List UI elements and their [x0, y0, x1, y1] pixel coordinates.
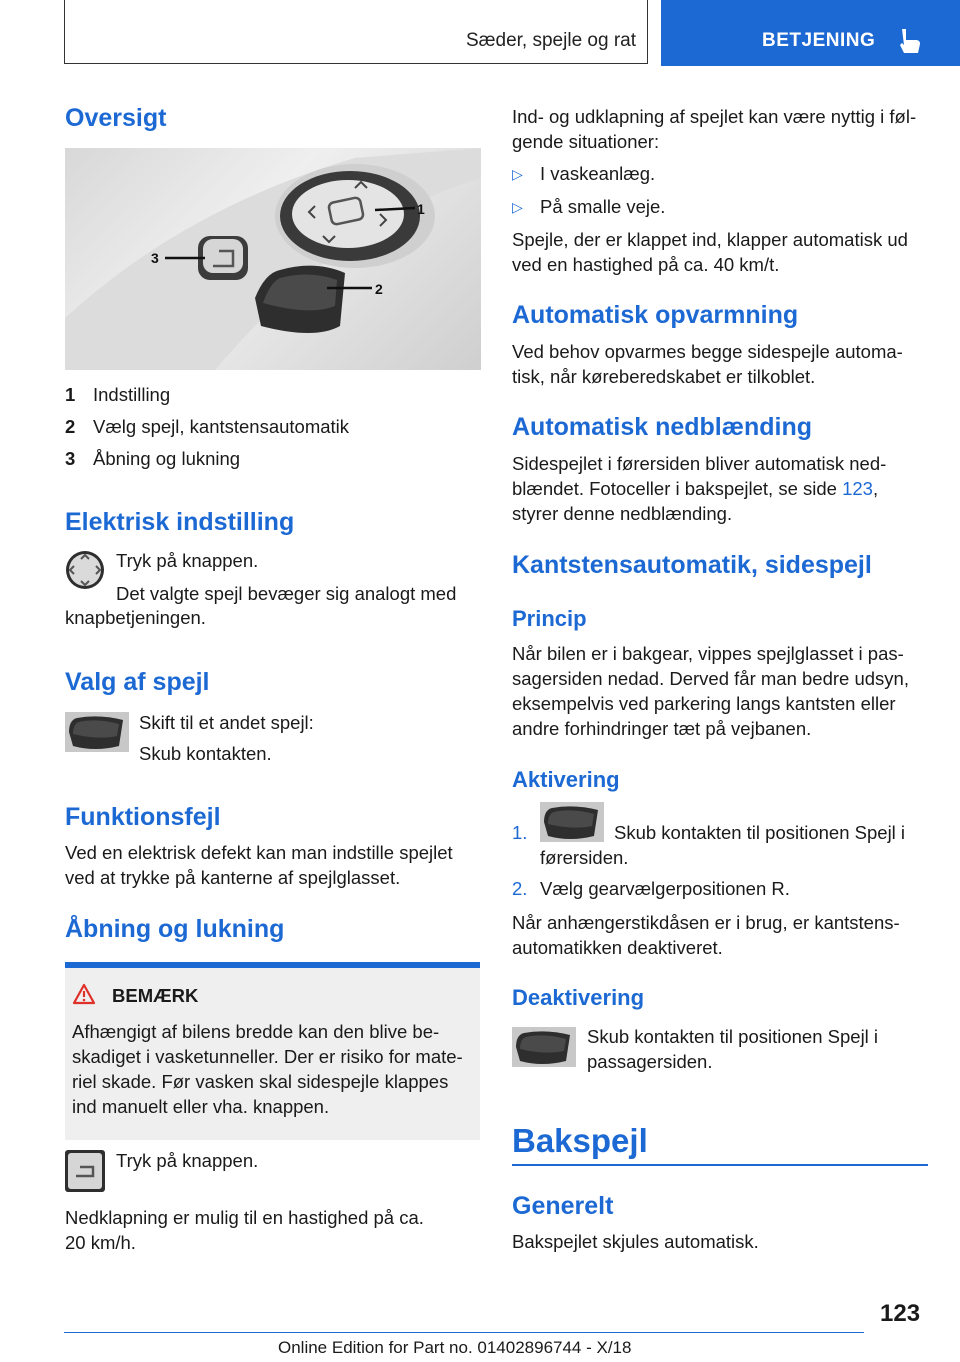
elektrisk-text: Det valgte spejl bevæger sig analogt med	[116, 583, 457, 604]
aktivering-note: Når anhængerstikdåsen er i brug, er kantstens-	[512, 912, 900, 933]
heading-automatisk-nedblaending: Automatisk nedblænding	[512, 413, 812, 441]
step-number: 1.	[512, 822, 528, 843]
step-text: førersiden.	[540, 847, 629, 868]
step-text: Skub kontakten til positionen Spejl i	[614, 822, 906, 843]
footer-edition: Online Edition for Part no. 01402896744 - X/18	[278, 1338, 632, 1357]
intro-text: gende situationer:	[512, 131, 660, 152]
page-number: 123	[880, 1300, 921, 1327]
svg-text:1: 1	[417, 201, 425, 217]
fold-text: Tryk på knappen.	[116, 1150, 259, 1171]
mirror-adjust-button-icon	[65, 550, 105, 590]
warning-label: BEMÆRK	[112, 985, 199, 1006]
callout-number: 2	[65, 416, 76, 437]
intro-text: Ind- og udklapning af spejlet kan være nyttig i føl-	[512, 106, 917, 127]
warning-text: riel skade. Før vasken skal sidespejle klappes	[72, 1071, 449, 1092]
heading-funktionsfejl: Funktionsfejl	[65, 803, 221, 831]
bullet-item: I vaskeanlæg.	[540, 163, 656, 184]
princip-text: andre forhindringer tæt på vejbanen.	[512, 718, 812, 739]
heading-kantstensautomatik: Kantstensautomatik, sidespejl	[512, 551, 872, 579]
fold-mirror-button-icon	[65, 1150, 105, 1192]
svg-text:2: 2	[375, 281, 383, 297]
callout-number: 1	[65, 384, 76, 405]
page-reference-link[interactable]: 123	[842, 478, 873, 499]
mirror-control-photo	[65, 148, 481, 370]
header-chapter-label: BETJENING	[762, 30, 876, 51]
step-number: 2.	[512, 878, 528, 899]
svg-text:3: 3	[151, 250, 159, 266]
heading-deaktivering: Deaktivering	[512, 985, 645, 1010]
princip-text: sagersiden nedad. Derved får man bedre udsyn,	[512, 668, 909, 689]
heading-princip: Princip	[512, 606, 587, 631]
fold-speed-text: 20 km/h.	[65, 1232, 136, 1253]
princip-text: eksempelvis ved parkering langs kantsten eller	[512, 693, 896, 714]
mirror-selector-switch-icon	[512, 1027, 576, 1067]
deaktivering-text: Skub kontakten til positionen Spejl i	[587, 1026, 879, 1047]
aktivering-note: automatikken deaktiveret.	[512, 937, 723, 958]
nedblaending-text: styrer denne nedblænding.	[512, 503, 733, 524]
heading-generelt: Generelt	[512, 1192, 614, 1220]
heading-oversigt: Oversigt	[65, 104, 167, 132]
elektrisk-text: Tryk på knappen.	[116, 550, 259, 571]
warning-text: Afhængigt af bilens bredde kan den blive be-	[72, 1021, 440, 1042]
auto-unfold-text: ved en hastighed på ca. 40 km/t.	[512, 254, 780, 275]
bullet-triangle-icon: ▷	[512, 166, 523, 182]
section-rule	[512, 1164, 928, 1166]
funktionsfejl-text: Ved en elektrisk defekt kan man indstille spejlet	[65, 842, 453, 863]
nedblaending-text: blændet. Fotoceller i bakspejlet, se side 123,	[512, 478, 879, 499]
elektrisk-text: knapbetjeningen.	[65, 607, 206, 628]
callout-label: Åbning og lukning	[93, 448, 241, 469]
warning-triangle-icon	[72, 983, 96, 1005]
opvarmning-text: Ved behov opvarmes begge sidespejle automa-	[512, 341, 903, 362]
valg-text: Skub kontakten.	[139, 743, 272, 764]
mirror-selector-switch-icon	[540, 802, 604, 842]
opvarmning-text: tisk, når køreberedskabet er tilkoblet.	[512, 366, 816, 387]
header-section-title: Sæder, spejle og rat	[465, 30, 636, 51]
step-text: Vælg gearvælgerpositionen R.	[540, 878, 790, 899]
warning-text: skadiget i vasketunneller. Der er risiko for mate-	[72, 1046, 463, 1067]
heading-abning-og-lukning: Åbning og lukning	[65, 915, 285, 943]
warning-text: ind manuelt eller vha. knappen.	[72, 1096, 330, 1117]
footer-rule	[64, 1332, 864, 1333]
heading-valg-af-spejl: Valg af spejl	[65, 668, 210, 696]
mirror-selector-switch-icon	[65, 712, 129, 752]
heading-automatisk-opvarmning: Automatisk opvarmning	[512, 301, 799, 329]
heading-aktivering: Aktivering	[512, 767, 620, 792]
generelt-text: Bakspejlet skjules automatisk.	[512, 1231, 759, 1252]
auto-unfold-text: Spejle, der er klappet ind, klapper automatisk ud	[512, 229, 908, 250]
princip-text: Når bilen er i bakgear, vippes spejlglasset i pas-	[512, 643, 904, 664]
callout-label: Vælg spejl, kantstensautomatik	[93, 416, 350, 437]
nedblaending-text: Sidespejlet i førersiden bliver automatisk ned-	[512, 453, 887, 474]
callout-label: Indstilling	[93, 384, 171, 405]
bullet-item: På smalle veje.	[540, 196, 666, 217]
heading-elektrisk-indstilling: Elektrisk indstilling	[65, 508, 295, 536]
fold-speed-text: Nedklapning er mulig til en hastighed på ca.	[65, 1207, 424, 1228]
funktionsfejl-text: ved at trykke på kanterne af spejlglasset.	[65, 867, 401, 888]
callout-number: 3	[65, 448, 76, 469]
valg-text: Skift til et andet spejl:	[139, 712, 314, 733]
deaktivering-text: passagersiden.	[587, 1051, 713, 1072]
heading-bakspejl: Bakspejl	[512, 1122, 648, 1159]
bullet-triangle-icon: ▷	[512, 199, 523, 215]
hand-pointer-icon	[896, 27, 922, 55]
